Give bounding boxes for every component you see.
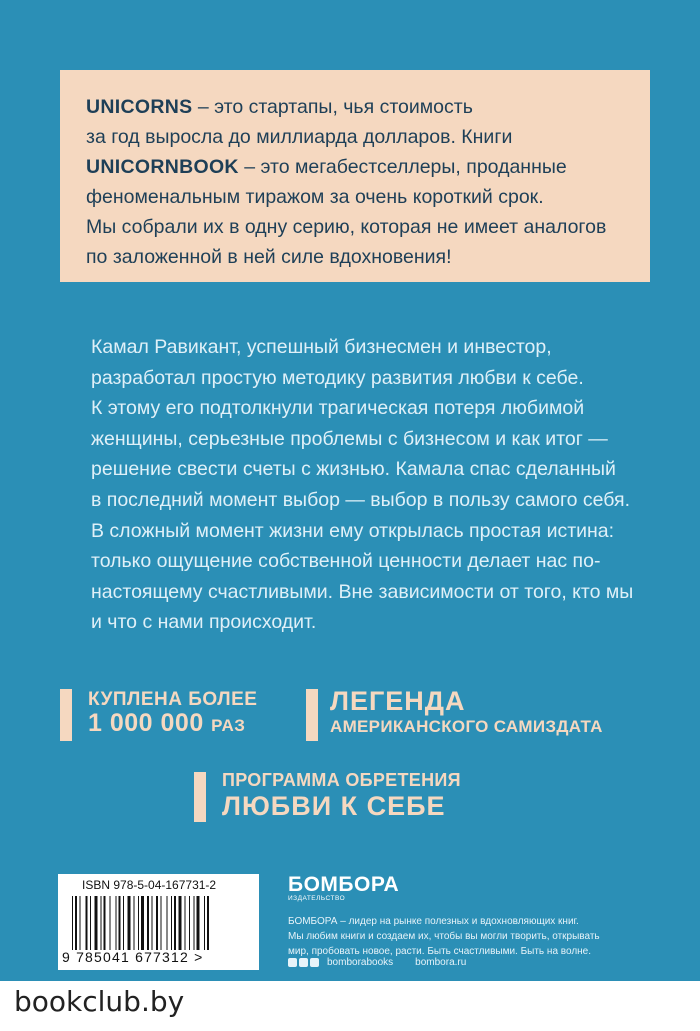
badge-accent-bar	[60, 689, 72, 741]
isbn-barcode	[58, 874, 259, 970]
description-line: К этому его подтолкнули трагическая потеря любимой	[91, 397, 585, 420]
description-line: только ощущение собственной ценности делает нас по-	[91, 550, 601, 573]
watermark-footer	[0, 981, 700, 1031]
description-line: Камал Равикант, успешный бизнесмен и инвестор,	[91, 336, 552, 358]
legend-subtitle: АМЕРИКАНСКОГО САМИЗДАТА	[330, 717, 603, 736]
description-line: и что с нами происходит.	[91, 611, 317, 634]
sold-unit: РАЗ	[211, 716, 246, 735]
promo-line-1-text: – это стартапы, чья стоимость	[192, 96, 473, 118]
publisher-block	[288, 873, 600, 959]
program-subtitle: ПРОГРАММА ОБРЕТЕНИЯ	[222, 770, 461, 790]
publisher-logo-subtitle: ИЗДАТЕЛЬСТВО	[288, 895, 346, 902]
promo-line-2: за год выросла до миллиарда долларов. Книги	[86, 126, 513, 148]
promo-line-6: по заложенной в ней силе вдохновения!	[86, 246, 452, 268]
social-handle: bomborabooks	[327, 957, 394, 968]
publisher-desc-line: Мы любим книги и создаем их, чтобы вы могли творить, открывать	[288, 931, 600, 942]
watermark-site: bookclub.by	[14, 985, 185, 1018]
description-line: настоящему счастливыми. Вне зависимости от того, кто мы	[91, 580, 634, 603]
description-line: В сложный момент жизни ему открылась простая истина:	[91, 519, 615, 542]
sold-count	[88, 709, 245, 738]
youtube-icon	[310, 958, 319, 967]
description-line: разработал простую методику развития любви к себе.	[91, 366, 584, 389]
sold-label: КУПЛЕНА БОЛЕЕ	[88, 689, 258, 710]
program-title: ЛЮБВИ К СЕБЕ	[222, 791, 446, 821]
promo-line-4: феноменальным тиражом за очень короткий срок.	[86, 186, 544, 208]
publisher-desc-line: БОМБОРА – лидер на рынке полезных и вдохновляющих книг.	[288, 916, 579, 927]
legend-title: ЛЕГЕНДА	[330, 686, 466, 716]
badge-accent-bar	[306, 689, 318, 741]
barcode-digits: 9 785041 677312 >	[62, 949, 204, 965]
description-line: решение свести счеты с жизнью. Камала спас сделанный	[91, 458, 616, 481]
isbn-label: ISBN 978-5-04-167731-2	[82, 878, 217, 892]
unicornbook-brand: UNICORNBOOK	[86, 156, 239, 178]
publisher-social	[288, 957, 466, 968]
promo-line-1	[86, 92, 650, 122]
publisher-website: bombora.ru	[415, 957, 467, 968]
description-line: в последний момент выбор — выбор в пользу самого себя.	[91, 488, 630, 511]
series-promo-box	[60, 70, 650, 282]
promo-line-3-text: – это мегабестселлеры, проданные	[238, 156, 567, 178]
barcode-bars	[72, 896, 250, 950]
badge-accent-bar	[194, 772, 206, 822]
promo-line-5: Мы собрали их в одну серию, которая не имеет аналогов	[86, 216, 607, 238]
sold-number: 1 000 000	[88, 709, 204, 737]
publisher-logo: БОМБОРА	[288, 873, 400, 896]
promo-line-3	[86, 152, 650, 182]
book-description	[91, 332, 651, 638]
publisher-description	[288, 914, 600, 959]
vk-icon	[299, 958, 308, 967]
telegram-icon	[288, 958, 297, 967]
publisher-desc-line: мир, пробовать новое, расти. Быть счастливыми. Быть на волне.	[288, 946, 592, 957]
description-line: женщины, серьезные проблемы с бизнесом и как итог —	[91, 427, 608, 450]
unicorns-brand: UNICORNS	[86, 96, 193, 118]
